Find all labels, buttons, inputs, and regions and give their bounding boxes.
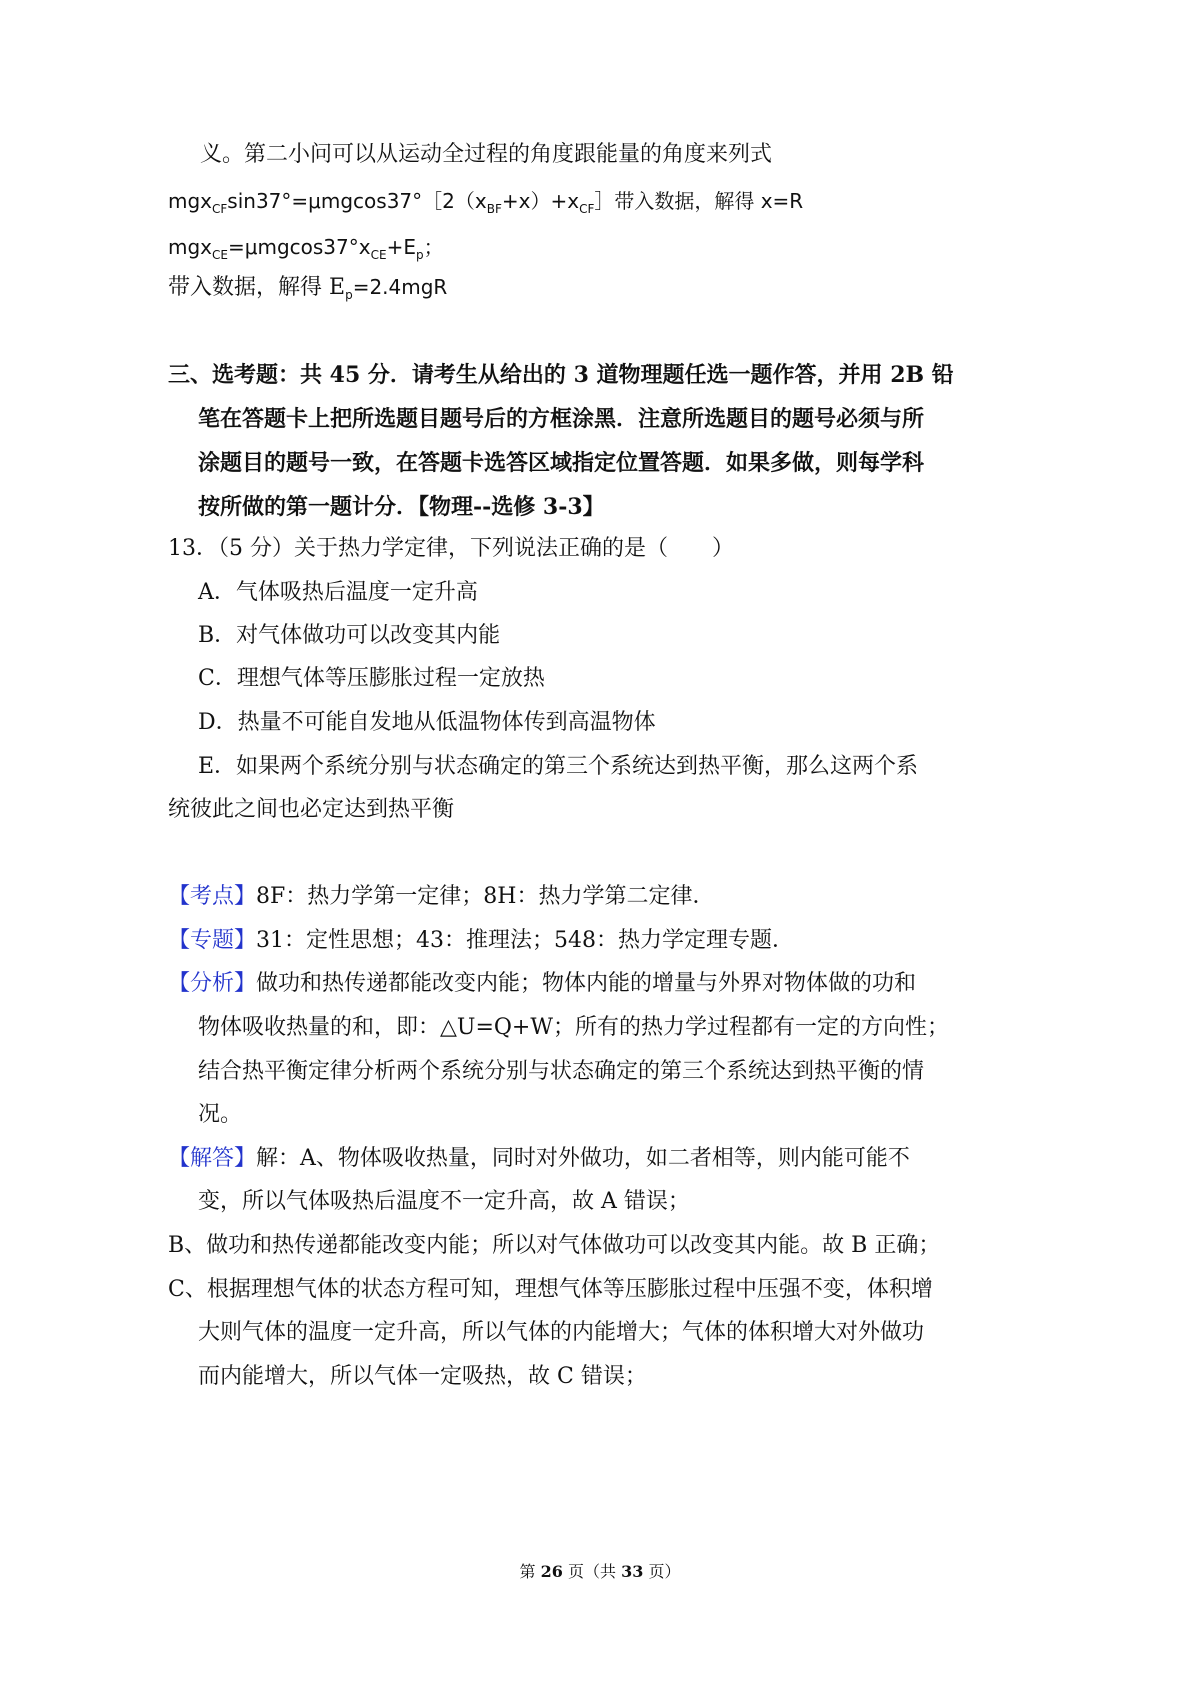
equation-1: $mgx_{CF}\sin 37^\circ=\mu mgcos37^\circ[2(x_{BF}+x)+x_{CF}]$带入数据，解得 x=R — [168, 189, 804, 216]
option-e-continued: 统彼此之间也必定达到热平衡 — [168, 797, 455, 822]
jieda-line: 大则气体的温度一定升高，所以气体的内能增大；气体的体积增大对外做功 — [198, 1320, 925, 1345]
jieda-line: C、根据理想气体的状态方程可知，理想气体等压膨胀过程中压强不变，体积增 — [168, 1277, 933, 1302]
page-total: 33 — [621, 1562, 644, 1581]
section-heading-line: 三、选考题：共 45 分．请考生从给出的 3 道物理题任选一题作答，并用 2B 铅 — [168, 362, 954, 388]
zhuanti-tag: 【专题】 — [168, 928, 257, 953]
zhuanti-line: 【专题】31：定性思想；43：推理法；548：热力学定理专题． — [168, 928, 794, 953]
fenxi-line: 物体吸收热量的和，即：△U=Q+W；所有的热力学过程都有一定的方向性； — [198, 1015, 949, 1040]
fenxi-tag: 【分析】 — [168, 971, 257, 996]
page-footer: 第 26 页（共 33 页） — [519, 1562, 681, 1581]
option-a: A．气体吸热后温度一定升高 — [198, 580, 478, 605]
jieda-line: 变，所以气体吸热后温度不一定升高，故 A 错误； — [198, 1189, 690, 1214]
jieda-line: B、做功和热传递都能改变内能；所以对气体做功可以改变其内能。故 B 正确； — [168, 1233, 941, 1258]
equation-2: $mgx_{CE}=\mu mgcos37^\circ x_{CE}+E_p$； — [168, 235, 444, 262]
jieda-line: 而内能增大，所以气体一定吸热，故 C 错误； — [198, 1364, 647, 1389]
section-heading-line: 涂题目的题号一致，在答题卡选答区域指定位置答题．如果多做，则每学科 — [198, 450, 925, 476]
question-stem: 13．（5 分）关于热力学定律，下列说法正确的是（ ） — [168, 536, 734, 561]
fenxi-line: 【分析】做功和热传递都能改变内能；物体内能的增量与外界对物体做的功和 — [168, 971, 917, 996]
option-d: D．热量不可能自发地从低温物体传到高温物体 — [198, 710, 656, 735]
kaodian-line: 【考点】8F：热力学第一定律；8H：热力学第二定律． — [168, 884, 715, 909]
fenxi-line: 结合热平衡定律分析两个系统分别与状态确定的第三个系统达到热平衡的情 — [198, 1059, 925, 1084]
page-number: 26 — [540, 1562, 563, 1581]
jieda-line: 【解答】解：A、物体吸收热量，同时对外做功，如二者相等，则内能可能不 — [168, 1146, 910, 1171]
option-c: C．理想气体等压膨胀过程一定放热 — [198, 666, 545, 691]
text-line: 义。第二小问可以从运动全过程的角度跟能量的角度来列式 — [200, 142, 773, 167]
equation-3: 带入数据，解得 $E_p=2.4mgR$ — [168, 275, 448, 302]
option-b: B．对气体做功可以改变其内能 — [198, 623, 501, 648]
section-heading-line: 按所做的第一题计分．【物理--选修 3-3】 — [198, 494, 605, 520]
option-e: E．如果两个系统分别与状态确定的第三个系统达到热平衡，那么这两个系 — [198, 754, 919, 779]
kaodian-tag: 【考点】 — [168, 884, 257, 909]
jieda-tag: 【解答】 — [168, 1146, 257, 1171]
fenxi-line: 况。 — [198, 1102, 243, 1127]
section-heading-line: 笔在答题卡上把所选题目题号后的方框涂黑．注意所选题目的题号必须与所 — [198, 406, 925, 432]
